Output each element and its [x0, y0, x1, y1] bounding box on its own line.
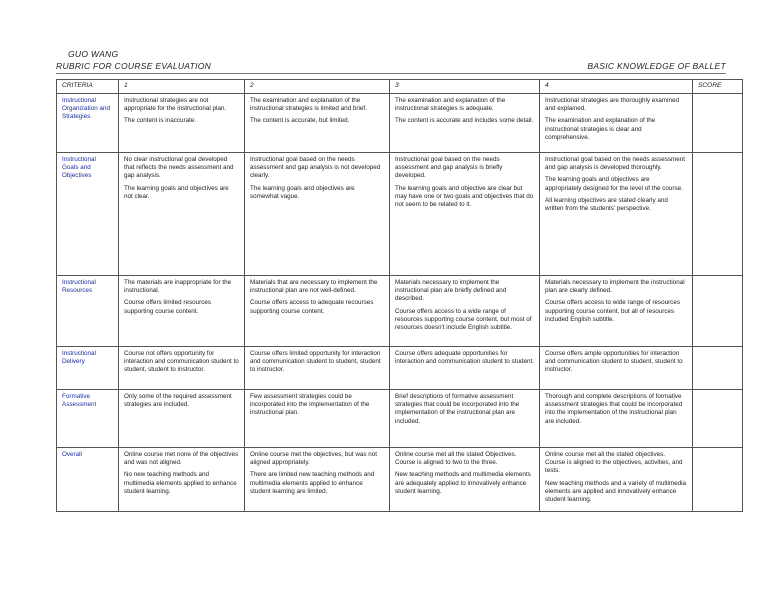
- level-1-cell: [119, 276, 245, 347]
- cell-text: The examination and explanation of the instructional strategies is adequate.: [395, 97, 506, 113]
- cell-text: Instructional strategies are thoroughly examined and explained.: [545, 97, 680, 113]
- score-cell[interactable]: [693, 448, 743, 512]
- score-cell[interactable]: [693, 390, 743, 448]
- document-title: RUBRIC FOR COURSE EVALUATION: [56, 61, 212, 71]
- cell-text: Online course met all the stated objectives. Course is aligned to the objectives, activities, and tests.: [545, 451, 683, 475]
- cell-text: The learning goals and objectives are not clear.: [124, 184, 229, 200]
- cell-text: Course offers ample opportunities for interaction and communication student to student, student to instructor.: [545, 350, 683, 374]
- cell-text: Thorough and complete descriptions of formative assessment strategies that could be incorporated into the implementation of the instructional plan are included.: [545, 393, 683, 425]
- cell-text: The content is accurate, but limited.: [250, 117, 350, 125]
- criteria-cell: Instructional Goals and Objectives: [57, 153, 119, 276]
- document-header: [56, 49, 726, 74]
- level-4-cell: [540, 276, 693, 347]
- level-3-cell: [390, 347, 540, 390]
- cell-text: The examination and explanation of the instructional strategies is limited and brief.: [250, 97, 367, 113]
- cell-text: The examination and explanation of the instructional strategies is clear and comprehensive.: [545, 117, 656, 141]
- cell-text: Course offers access to a wide range of resources supporting course content, but most of resources doesn't include English subtitle.: [395, 307, 532, 331]
- score-cell[interactable]: [693, 347, 743, 390]
- criteria-cell: Formative Assessment: [57, 390, 119, 448]
- column-header-1: 1: [119, 80, 245, 94]
- cell-text: Few assessment strategies could be incorporated into the implementation of the instructional plan.: [250, 393, 370, 417]
- level-4-cell: [540, 448, 693, 512]
- table-row: [57, 276, 743, 347]
- cell-text: Brief descriptions of formative assessment strategies that could be incorporated into the implementation of the instructional plan are included.: [395, 393, 520, 425]
- table-row: [57, 347, 743, 390]
- cell-text: New teaching methods and multimedia elements are adequately applied to innovatively enhance student learning.: [395, 471, 531, 495]
- title-row: [56, 61, 726, 71]
- cell-text: There are limited new teaching methods and multimedia elements applied to enhance student learning are limited.: [250, 471, 375, 495]
- subject-title: BASIC KNOWLEDGE OF BALLET: [587, 61, 726, 71]
- column-header-criteria: CRITERIA: [57, 80, 119, 94]
- level-4-cell: [540, 153, 693, 276]
- table-row: [57, 448, 743, 512]
- cell-text: Course not offers opportunity for interaction and communication student to student, student to instructor.: [124, 350, 239, 374]
- cell-text: No new teaching methods and multimedia elements applied to enhance student learning.: [124, 471, 237, 495]
- cell-text: All learning objectives are stated clearly and written from the students' perspective.: [545, 196, 668, 212]
- cell-text: Online course met the objectives, but was not aligned appropriately.: [250, 451, 378, 467]
- cell-text: The learning goals and objectives are somewhat vague.: [250, 184, 355, 200]
- cell-text: The learning goals and objective are clear but may have one or two goals and objectives that do not seem to be related to it.: [395, 184, 534, 208]
- rubric-table: [56, 79, 743, 512]
- cell-text: Instructional strategies are not appropriate for the instructional plan.: [124, 97, 227, 113]
- level-1-cell: [119, 94, 245, 153]
- level-2-cell: [245, 390, 390, 448]
- level-2-cell: [245, 153, 390, 276]
- score-cell[interactable]: [693, 153, 743, 276]
- column-header-2: 2: [245, 80, 390, 94]
- cell-text: Instructional goal based on the needs assessment and gap analysis is briefly developed.: [395, 156, 503, 180]
- score-cell[interactable]: [693, 94, 743, 153]
- table-row: [57, 153, 743, 276]
- cell-text: Course offers access to adequate recourses supporting course content.: [250, 299, 374, 315]
- table-row: [57, 94, 743, 153]
- level-3-cell: [390, 390, 540, 448]
- level-1-cell: [119, 347, 245, 390]
- cell-text: Only some of the required assessment strategies are included.: [124, 393, 232, 409]
- header-row: [57, 80, 743, 94]
- level-4-cell: [540, 347, 693, 390]
- level-2-cell: [245, 276, 390, 347]
- cell-text: Instructional goal based on the needs assessment and gap analysis is developed thoroughly.: [545, 156, 686, 172]
- author-name: GUO WANG: [68, 49, 119, 59]
- criteria-cell: Instructional Delivery: [57, 347, 119, 390]
- cell-text: The content is inaccurate.: [124, 117, 197, 125]
- level-1-cell: [119, 448, 245, 512]
- criteria-cell: Overall: [57, 448, 119, 512]
- level-4-cell: [540, 390, 693, 448]
- cell-text: Course offers access to wide range of resources supporting course content, but all of resources included English subtitle.: [545, 299, 680, 323]
- level-2-cell: [245, 94, 390, 153]
- cell-text: The materials are inappropriate for the instructional.: [124, 279, 232, 295]
- column-header-4: 4: [540, 80, 693, 94]
- level-2-cell: [245, 347, 390, 390]
- score-cell[interactable]: [693, 276, 743, 347]
- cell-text: Course offers limited resources supporting course content.: [124, 299, 212, 315]
- table-row: [57, 390, 743, 448]
- cell-text: The learning goals and objectives are appropriately designed for the level of the course.: [545, 176, 683, 192]
- header-rule: [56, 73, 726, 74]
- cell-text: Materials necessary to implement the instructional plan are briefly defined and described.: [395, 279, 507, 303]
- cell-text: New teaching methods and a variety of multimedia elements are applied and innovatively enhance student learning.: [545, 479, 687, 503]
- level-1-cell: [119, 390, 245, 448]
- cell-text: No clear instructional goal developed that reflects the needs assessment and gap analysis.: [124, 156, 234, 180]
- cell-text: Course offers limited opportunity for interaction and communication student to student, student to instructor.: [250, 350, 381, 374]
- column-header-3: 3: [390, 80, 540, 94]
- criteria-cell: Instructional Resources: [57, 276, 119, 347]
- cell-text: Instructional goal based on the needs assessment and gap analysis is not developed clearly.: [250, 156, 381, 180]
- cell-text: Course offers adequate opportunities for interaction and communication student to student.: [395, 350, 534, 366]
- level-4-cell: [540, 94, 693, 153]
- level-3-cell: [390, 448, 540, 512]
- cell-text: Online course met none of the objectives and was not aligned.: [124, 451, 239, 467]
- cell-text: Materials necessary to implement the instructional plan are clearly defined.: [545, 279, 685, 295]
- cell-text: Online course met all the stated Objectives. Course is aligned to two to the three.: [395, 451, 517, 467]
- level-3-cell: [390, 94, 540, 153]
- criteria-cell: Instructional Organization and Strategies: [57, 94, 119, 153]
- cell-text: Materials that are necessary to implement the instructional plan are not well-defined.: [250, 279, 378, 295]
- level-3-cell: [390, 276, 540, 347]
- column-header-score: SCORE: [693, 80, 743, 94]
- level-1-cell: [119, 153, 245, 276]
- level-3-cell: [390, 153, 540, 276]
- level-2-cell: [245, 448, 390, 512]
- cell-text: The content is accurate and includes some detail.: [395, 117, 534, 125]
